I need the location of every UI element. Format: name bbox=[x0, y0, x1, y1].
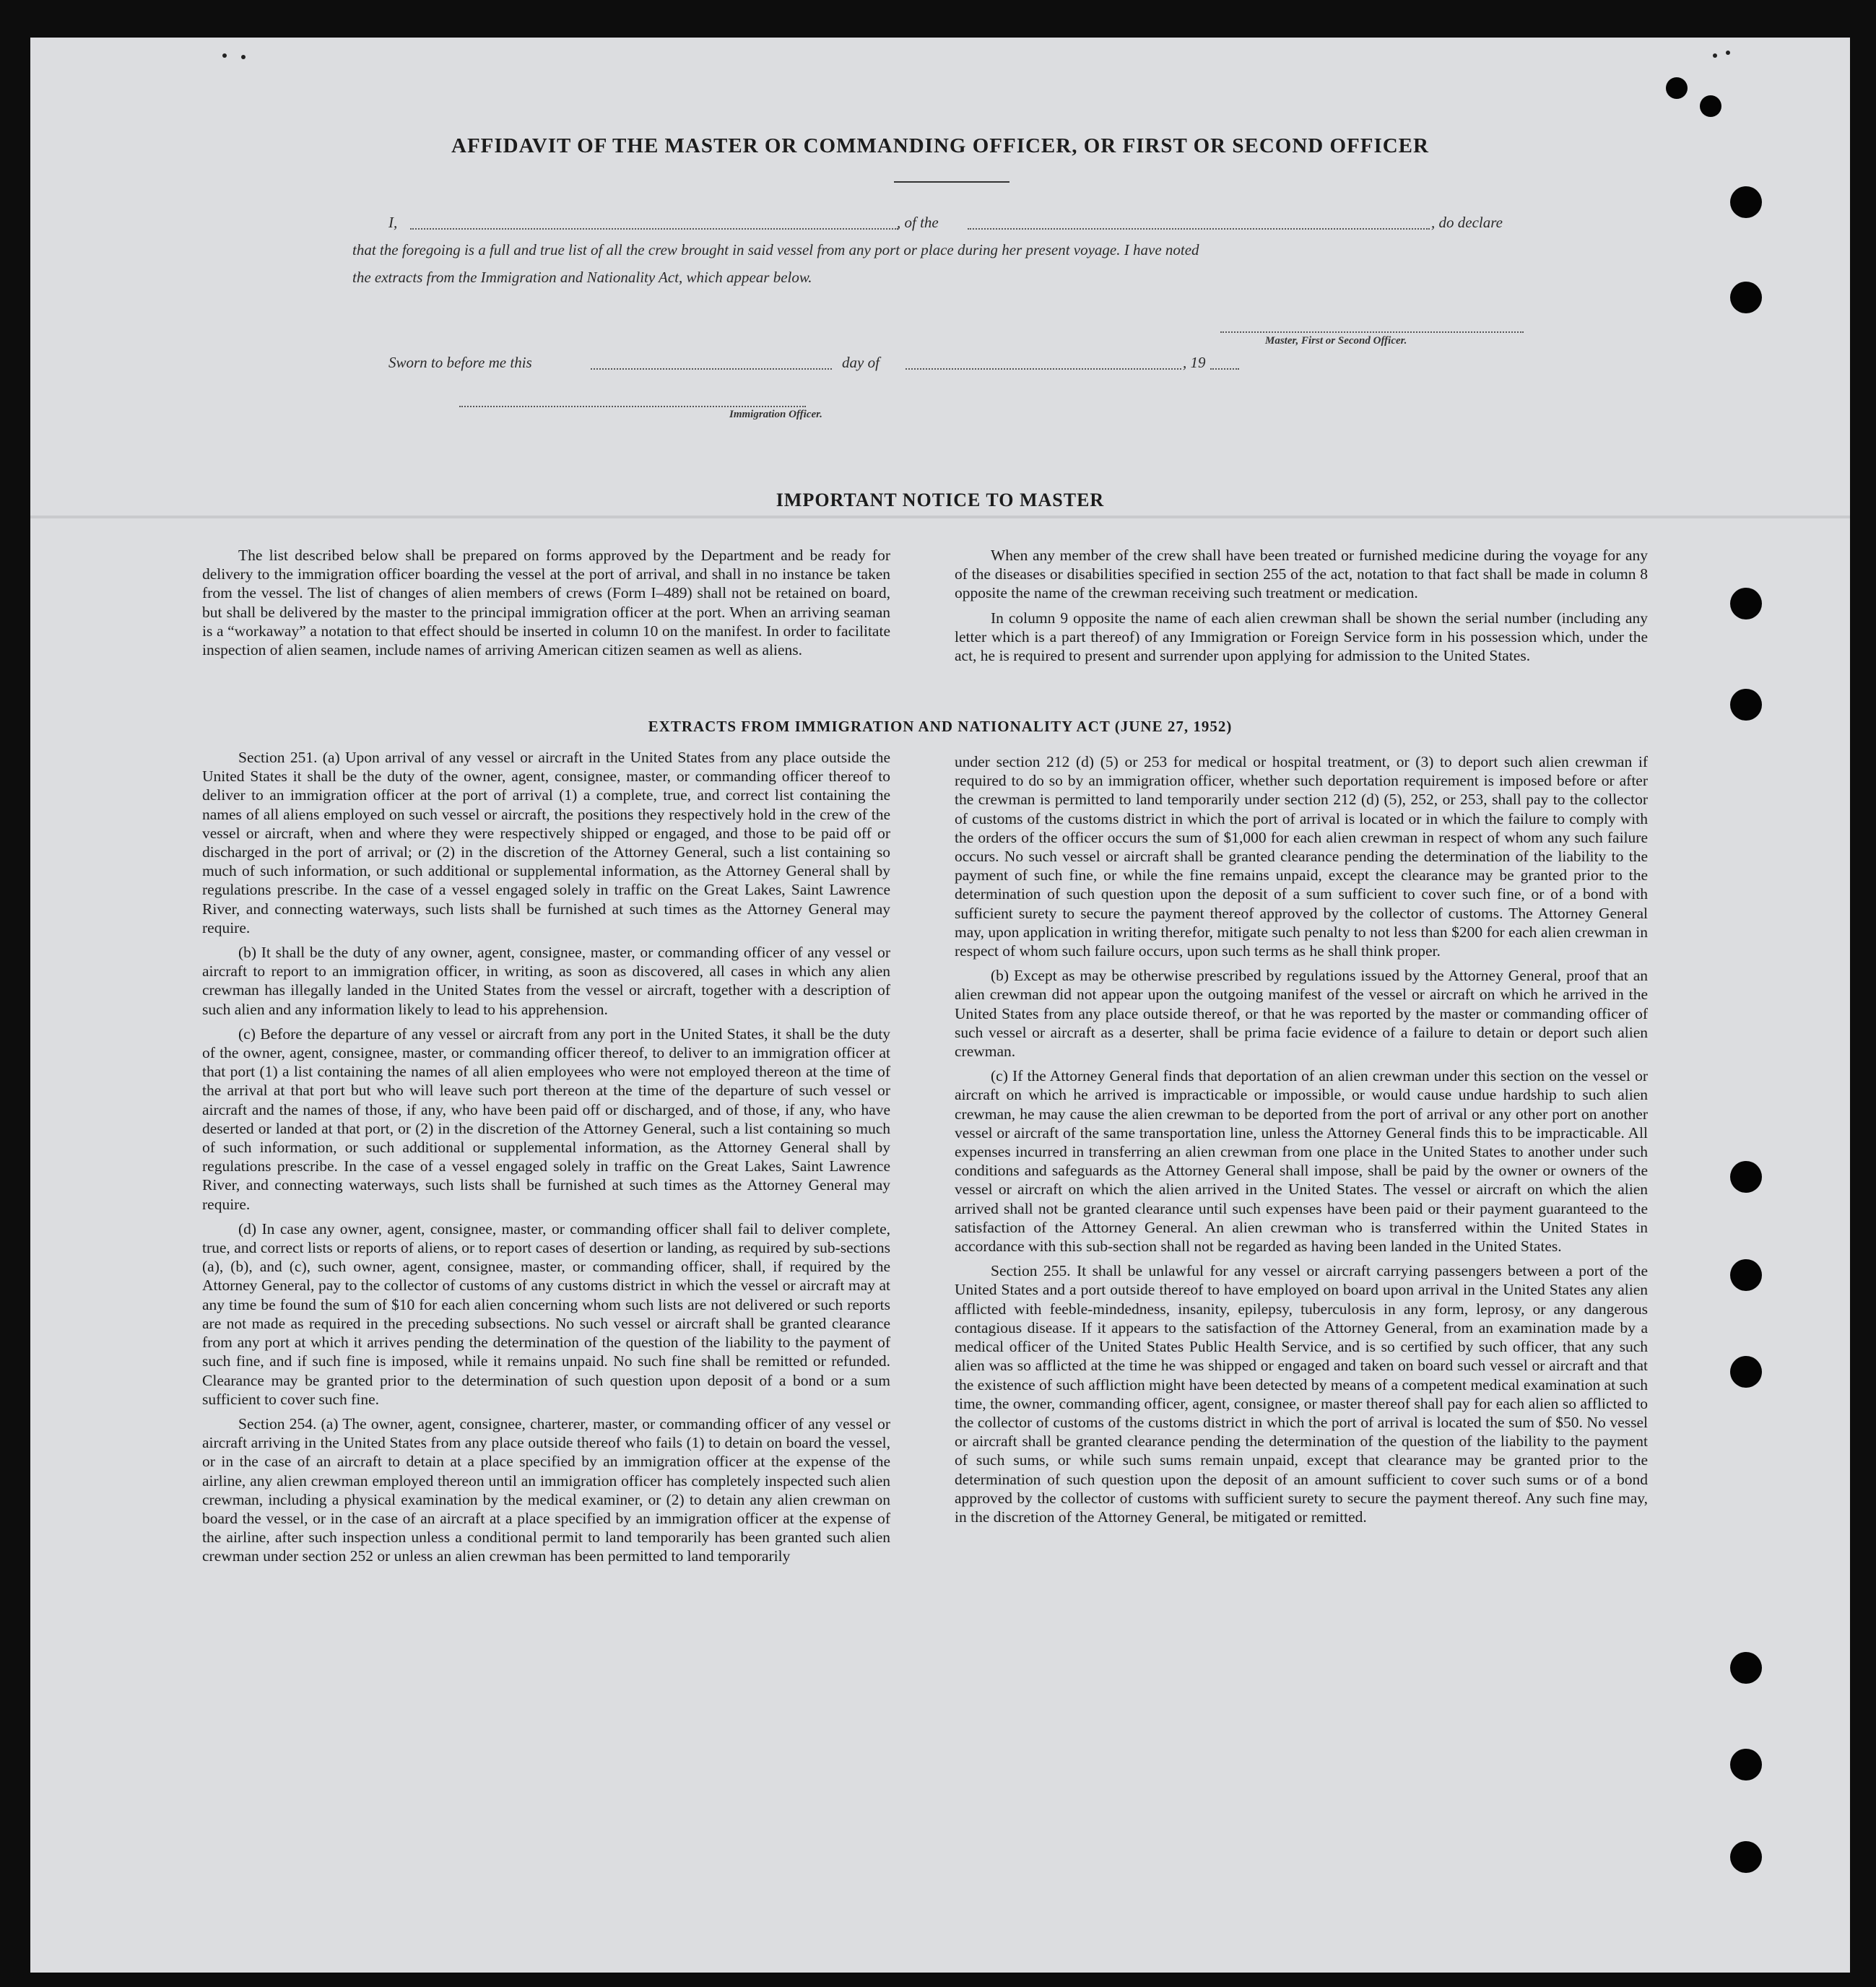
officer-signature-label: Immigration Officer. bbox=[729, 409, 822, 420]
notice-left-column bbox=[202, 546, 890, 665]
name-field[interactable] bbox=[410, 228, 898, 230]
i-label: I, bbox=[388, 214, 398, 231]
statement-line-1: that the foregoing is a full and true list of all the crew brought in said vessel from any port or place during her present voyage. I have noted bbox=[352, 241, 1199, 258]
extracts-left-column bbox=[202, 748, 890, 1572]
ink-speck bbox=[241, 55, 246, 59]
officer-signature-line[interactable] bbox=[459, 406, 806, 407]
punch-hole bbox=[1730, 1652, 1762, 1684]
punch-hole bbox=[1730, 588, 1762, 619]
day-of-label: day of bbox=[842, 354, 880, 371]
punch-hole bbox=[1666, 77, 1688, 99]
punch-hole bbox=[1730, 689, 1762, 721]
document-page bbox=[30, 38, 1850, 1973]
section-254-a: Section 254. (a) The owner, agent, consignee, charterer, master, or commanding officer of any vessel or aircraft arriving in the United States from any place outside thereof who fails (1) to detain on board the vessel, or in the case of an aircraft to detain at a place specified by an immigration officer at the expense of the airline, any alien crewman employed thereon until an immigration officer has completely inspected such alien crewman, including a physical examination by the medical examiner, or (2) to detain any alien crewman on board the vessel, or in the case of an aircraft at a place specified by an immigration officer at the expense of the airline, after such inspection unless a conditional permit to land temporarily has been granted such alien crewman under section 252 or unless an alien crewman has been permitted to land temporarily bbox=[202, 1414, 890, 1565]
section-251-a: Section 251. (a) Upon arrival of any vessel or aircraft in the United States from any place outside the United States it shall be the duty of the owner, agent, consignee, master, or commanding officer thereof to deliver to an immigration officer at the port of arrival (1) a complete, true, and correct list containing the names of all aliens employed on such vessel or aircraft, the positions they respectively hold in the crew of the vessel or aircraft, when and where they were respectively shipped or engaged, and those to be paid off or discharged in the port of arrival; or (2) in the discretion of the Attorney General, such a list containing so much of such information, or such additional or supplemental information, as the Attorney General shall by regulations prescribe. In the case of a vessel engaged solely in traffic on the Great Lakes, Saint Lawrence River, and connecting waterways, such lists shall be furnished at such times as the Attorney General may require. bbox=[202, 749, 890, 936]
title-rule bbox=[894, 181, 1009, 183]
master-signature-label: Master, First or Second Officer. bbox=[1265, 335, 1407, 347]
section-251-b: (b) It shall be the duty of any owner, agent, consignee, master, or commanding officer of any vessel or aircraft to report to an immigration officer, in writing, as soon as discovered, all cases in which any alien crewman has illegally landed in the United States from the vessel or aircraft, together with a description of such alien and any information likely to lead to his apprehension. bbox=[202, 944, 890, 1018]
punch-hole bbox=[1730, 1356, 1762, 1388]
of-the-label: , of the bbox=[897, 214, 939, 231]
notice-title: IMPORTANT NOTICE TO MASTER bbox=[776, 490, 1105, 510]
ink-speck bbox=[1713, 53, 1717, 58]
year-label: , 19 bbox=[1183, 354, 1206, 371]
statement-line-2: the extracts from the Immigration and Nationality Act, which appear below. bbox=[352, 269, 812, 286]
section-254-a-continued: under section 212 (d) (5) or 253 for medical or hospital treatment, or (3) to deport such alien crewman if required to do so by an immigration officer, whether such deportation requirement is imposed before or after the crewman is permitted to land temporarily under section 212 (d) (5), 252, or 253, shall pay to the collector of customs of the customs district in which the port of arrival is located or in which the failure to comply with the orders of the officer occurs the sum of $1,000 for each alien crewman in respect of whom any such failure occurs. No such vessel or aircraft shall be granted clearance pending the determination of the liability to the payment of such fine, or while the fine remains unpaid, except the clearance may be granted prior to the determination of such question upon the deposit of a sum sufficient to cover such fine, or of a bond with sufficient surety to secure the payment thereof approved by the collector of customs. The Attorney General may, upon application in writing therefor, mitigate such penalty to not less than $200 for each alien crewman in respect of whom such failure occurs, upon such terms as he shall think proper. bbox=[955, 753, 1648, 960]
notice-right-paragraph-1: When any member of the crew shall have been treated or furnished medicine during the voyage for any of the diseases or disabilities specified in section 255 of the act, notation to that fact shall be made in column 8 opposite the name of the crewman receiving such treatment or medication. bbox=[955, 547, 1648, 602]
do-declare-label: , do declare bbox=[1431, 214, 1503, 231]
punch-hole bbox=[1700, 95, 1721, 117]
punch-hole bbox=[1730, 186, 1762, 218]
punch-hole bbox=[1730, 282, 1762, 313]
notice-right-column bbox=[955, 546, 1648, 671]
extracts-right-column bbox=[955, 752, 1648, 1532]
section-254-b: (b) Except as may be otherwise prescribed by regulations issued by the Attorney General, proof that an alien crewman did not appear upon the outgoing manifest of the vessel or aircraft on which he arrived in the United States from any place outside thereof, or that he was reported by the master or commanding officer of such vessel or aircraft as a deserter, shall be prima facie evidence of a failure to detain or deport such alien crewman. bbox=[955, 967, 1648, 1061]
master-signature-line[interactable] bbox=[1220, 331, 1524, 333]
notice-right-paragraph-2: In column 9 opposite the name of each alien crewman shall be shown the serial number (including any letter which is a part thereof) of any Immigration or Foreign Service form in his possession which, under the act, he is required to present and surrender upon applying for admission to the United States. bbox=[955, 609, 1648, 665]
section-251-d: (d) In case any owner, agent, consignee, master, or commanding officer shall fail to deliver complete, true, and correct lists or reports of aliens, or to report cases of desertion or landing, as required by sub-sections (a), (b), and (c), such owner, agent, consignee, master, or commanding officer, shall, if required by the Attorney General, pay to the collector of customs of any customs district in which the vessel or aircraft may at any time be found the sum of $10 for each alien concerning whom such lists are not delivered or such reports are not made as required in the preceding subsections. No such vessel or aircraft shall be granted clearance from any port at which it arrives pending the determination of the question of the liability to the payment of such fine, and if such fine is imposed, while it remains unpaid. No such fine shall be remitted or refunded. Clearance may be granted prior to the determination of such question upon deposit of a bond or a sum sufficient to cover such fine. bbox=[202, 1219, 890, 1408]
punch-hole bbox=[1730, 1259, 1762, 1291]
section-255: Section 255. It shall be unlawful for any vessel or aircraft carrying passengers between a port of the United States and a port outside thereof to have employed on board upon arrival in the United States any alien afflicted with feeble-mindedness, insanity, epilepsy, tuberculosis in any form, leprosy, or any dangerous contagious disease. If it appears to the satisfaction of the Attorney General, from an examination made by a medical officer of the United States Public Health Service, and is so certified by such officer, that any such alien was so afflicted at the time he was shipped or engaged and taken on board such vessel or aircraft and that the existence of such affliction might have been detected by means of a competent medical examination at such time, the owner, commanding officer, agent, consignee, or master thereof shall pay for each alien so afflicted to the collector of customs of the customs district in which the port of arrival is located the sum of $50. No vessel or aircraft shall be granted clearance pending the determination of the question of the liability to the payment of such sums, or while such sums remain unpaid, except that clearance may be granted prior to the determination of such question upon the deposit of an amount sufficient to cover such sums or of a bond approved by the collector of customs with sufficient surety to secure the payment thereof. Any such fine may, in the discretion of the Attorney General, be mitigated or remitted. bbox=[955, 1262, 1648, 1526]
notice-left-paragraph: The list described below shall be prepared on forms approved by the Department and be ready for delivery to the immigration officer boarding the vessel at the port of arrival, and shall in no instance be taken from the vessel. The list of changes of alien members of crews (Form I–489) shall not be retained on board, but shall be delivered by the master to the principal immigration officer at the port. When an arriving seaman is a “workaway” a notation to that effect should be inserted in column 10 on the manifest. In order to facilitate inspection of alien seamen, include names of arriving American citizen seamen as well as aliens. bbox=[202, 547, 890, 659]
punch-hole bbox=[1730, 1841, 1762, 1873]
affidavit-title: AFFIDAVIT OF THE MASTER OR COMMANDING OFFICER, OR FIRST OR SECOND OFFICER bbox=[451, 134, 1429, 157]
sworn-month-field[interactable] bbox=[906, 368, 1181, 370]
punch-hole bbox=[1730, 1749, 1762, 1781]
punch-hole bbox=[1730, 1161, 1762, 1193]
section-251-c: (c) Before the departure of any vessel or aircraft from any port in the United States, it shall be the duty of the owner, agent, consignee, master, or commanding officer thereof, to deliver to an immigration officer at that port (1) a list containing the names of all alien employees who were not employed thereon at the time of the arrival at that port but who will leave such port thereon at the time of the departure of such vessel or aircraft and the names of those, if any, who have been paid off or discharged, and of those, if any, who have deserted or landed at that port, or (2) in the discretion of the Attorney General, such a list containing so much of such information, or such additional or supplemental information, as the Attorney General shall by regulations prescribe. In the case of a vessel engaged solely in traffic on the Great Lakes, Saint Lawrence River, and connecting waterways, such lists shall be furnished at such times as the Attorney General may require. bbox=[202, 1025, 890, 1213]
ink-speck bbox=[222, 53, 227, 58]
extracts-title: EXTRACTS FROM IMMIGRATION AND NATIONALITY ACT (JUNE 27, 1952) bbox=[648, 718, 1233, 735]
vessel-field[interactable] bbox=[968, 228, 1430, 230]
section-254-c: (c) If the Attorney General finds that deportation of an alien crewman under this section on the vessel or aircraft on which he arrived is impracticable or impossible, or would cause undue hardship to such alien crewman, he may cause the alien crewman to be deported from the port of arrival or any other port on another vessel or aircraft of the same transportation line, unless the Attorney General finds this to be impracticable. All expenses incurred in transferring an alien crewman from one place in the United States to another under such conditions and safeguards as the Attorney General shall impose, shall be paid by the owner or owners of the vessel or aircraft on which the alien arrived in the United States. The vessel or aircraft on which the alien arrived shall not be granted clearance until such expenses have been paid or their payment guaranteed to the satisfaction of the Attorney General. An alien crewman who is transferred within the United States in accordance with this sub-section shall not be regarded as having been landed in the United States. bbox=[955, 1067, 1648, 1256]
ink-speck bbox=[1726, 51, 1730, 55]
sworn-day-field[interactable] bbox=[591, 368, 832, 370]
sworn-label: Sworn to before me this bbox=[388, 354, 532, 371]
page-fold bbox=[30, 516, 1850, 518]
sworn-year-field[interactable] bbox=[1210, 368, 1239, 370]
